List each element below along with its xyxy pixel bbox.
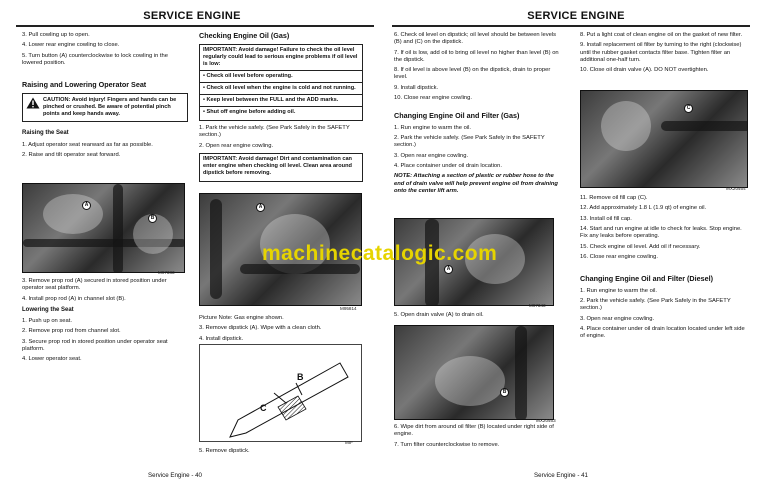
step: 5. Remove dipstick. — [199, 448, 250, 454]
step: 2. Remove prop rod from channel slot. — [22, 328, 121, 335]
step: 7. Turn filter counterclockwise to remove. — [394, 441, 500, 448]
step: 1. Push up on seat. — [22, 318, 72, 324]
step: 3. Remove prop rod (A) secured in stored position under operator seat platform. — [22, 278, 167, 292]
left-col-2-lower — [199, 315, 363, 346]
step: 4. Install prop rod (A) in channel slot (B). — [22, 295, 126, 302]
step: 3. Remove dipstick (A). Wipe with a clean cloth. — [199, 325, 322, 332]
step: 12. Add approximately 1.8 L (1.9 qt) of engine oil. — [580, 205, 707, 212]
callout-c: C — [684, 104, 693, 113]
page-footer: Service Engine - 40 — [148, 472, 202, 479]
left-col-1-lower — [22, 278, 188, 367]
bullet: • Check oil level when the engine is cold and not running. — [203, 85, 356, 92]
bullet: • Shut off engine before adding oil. — [203, 109, 296, 116]
figure-label: MX20464 — [726, 186, 746, 191]
step: 1. Park the vehicle safely. (See Park Safely in the SAFETY section.) — [199, 125, 350, 139]
step: 5. Open drain valve (A) to drain oil. — [394, 312, 484, 318]
left-col-2-end — [199, 448, 363, 458]
step: 2. Open rear engine cowling. — [199, 142, 274, 149]
level-c-label: C — [260, 403, 267, 413]
step: 1. Adjust operator seat rearward as far as possible. — [22, 141, 153, 148]
photo-oil-fill-cap — [580, 90, 748, 188]
step: 3. Open rear engine cowling. — [394, 152, 469, 159]
step: 3. Secure prop rod in stored position under operator seat platform. — [22, 338, 168, 352]
step: 14. Start and run engine at idle to check for leaks. Stop engine. Fix any leaks before operating. — [580, 226, 742, 240]
figure-label: MIF — [345, 440, 353, 445]
right-col-1-mid — [394, 312, 562, 322]
callout-a: A — [256, 203, 265, 212]
step: 1. Run engine to warm the oil. — [394, 124, 472, 131]
step: 8. Put a light coat of clean engine oil on the gasket of new filter. — [580, 32, 743, 38]
step: 1. Run engine to warm the oil. — [580, 287, 658, 294]
subsection-title: Lowering the Seat — [22, 306, 74, 313]
step: 6. Wipe dirt from around oil filter (B) located under right side of engine. — [394, 424, 554, 438]
left-col-1 — [22, 32, 188, 162]
section-title: Checking Engine Oil (Gas) — [199, 31, 290, 40]
right-col-1-lower — [394, 424, 562, 452]
step: 5. Turn button (A) counterclockwise to lock cowling in the lowered position. — [22, 52, 168, 66]
step: 15. Check engine oil level. Add oil if necessary. — [580, 243, 701, 250]
right-col-2 — [580, 32, 748, 78]
page-footer: Service Engine - 41 — [534, 472, 588, 479]
callout-b: B — [148, 214, 157, 223]
step: 2. Park the vehicle safely. (See Park Safely in the SAFETY section.) — [580, 297, 731, 312]
figure-label: MX20463 — [536, 418, 556, 423]
section-title: Raising and Lowering Operator Seat — [22, 80, 147, 90]
important-text: IMPORTANT: Avoid damage! Dirt and contamination can enter engine when checking oil level. Clean area around dipstick before removing. — [203, 156, 352, 177]
step: 11. Remove oil fill cap (C). — [580, 195, 648, 201]
step: 3. Open rear engine cowling. — [580, 315, 655, 322]
step: 9. Install replacement oil filter by turning to the right (clockwise) until the rubber gasket contacts filter base. Tighten filter an additional one-half turn. — [580, 42, 742, 63]
dipstick-diagram — [199, 344, 362, 442]
callout-b: B — [500, 388, 509, 397]
page-header: SERVICE ENGINE — [527, 10, 625, 22]
step: 2. Raise and tilt operator seat forward. — [22, 151, 121, 158]
step: 4. Lower rear engine cowling to close. — [22, 42, 120, 49]
bullet: • Keep level between the FULL and the ADD marks. — [203, 97, 339, 104]
step: 6. Check oil level on dipstick; oil level should be between levels (B) and (C) on the dipstick. — [394, 32, 557, 46]
section-title: Changing Engine Oil and Filter (Diesel) — [580, 274, 713, 284]
step: 4. Lower operator seat. — [22, 356, 82, 363]
step: 10. Close rear engine cowling. — [394, 95, 472, 102]
right-col-1 — [394, 32, 562, 198]
figure-label: M97383 — [158, 270, 175, 275]
callout-a: A — [444, 265, 453, 274]
important-box — [199, 44, 363, 121]
step: 7. If oil is low, add oil to bring oil level no higher than level (B) on the dipstick. — [394, 49, 559, 63]
caution-box — [22, 93, 188, 122]
step: 4. Install dipstick. — [199, 335, 244, 342]
step: 16. Close rear engine cowling. — [580, 254, 658, 261]
bullet: • Check oil level before operating. — [203, 73, 293, 80]
caution-text: CAUTION: Avoid injury! Fingers and hands can be pinched or crushed. Be aware of potential pinch points and keep hands away. — [43, 97, 177, 118]
important-text: IMPORTANT: Avoid damage! Failure to check the oil level regularly could lead to serious engine problems if oil level is low: — [203, 47, 358, 68]
step: 9. Install dipstick. — [394, 84, 439, 91]
callout-a: A — [82, 201, 91, 210]
picture-note: Picture Note: Gas engine shown. — [199, 315, 284, 321]
header-rule — [16, 25, 374, 27]
figure-label: M95814 — [340, 306, 357, 311]
left-col-2 — [199, 30, 363, 186]
dipstick-icon — [200, 345, 363, 443]
watermark: machinecatalogic.com — [262, 242, 498, 265]
step: 4. Place container under oil drain location. — [394, 162, 502, 169]
level-b-label: B — [297, 372, 304, 382]
warning-icon — [26, 97, 40, 109]
important-box — [199, 153, 363, 182]
photo-seat-prop-rod — [22, 183, 185, 273]
photo-oil-filter — [394, 325, 554, 420]
figure-label: M97343 — [529, 303, 546, 308]
subsection-title: Raising the Seat — [22, 130, 69, 137]
note: NOTE: Attaching a section of plastic or rubber hose to the end of drain valve will help prevent engine oil from draining onto the center lift arm. — [394, 173, 558, 194]
page-header: SERVICE ENGINE — [143, 10, 241, 22]
header-rule — [392, 25, 750, 27]
step: 10. Close oil drain valve (A). DO NOT overtighten. — [580, 67, 709, 74]
step: 2. Park the vehicle safely. (See Park Safely in the SAFETY section.) — [394, 134, 545, 149]
step: 4. Place container under oil drain location located under left side of engine. — [580, 325, 745, 340]
step: 13. Install oil fill cap. — [580, 215, 632, 222]
right-col-2-lower — [580, 195, 748, 344]
step: 3. Pull cowling up to open. — [22, 32, 90, 38]
step: 8. If oil level is above level (B) on the dipstick, drain to proper level. — [394, 67, 551, 81]
section-title: Changing Engine Oil and Filter (Gas) — [394, 111, 520, 121]
